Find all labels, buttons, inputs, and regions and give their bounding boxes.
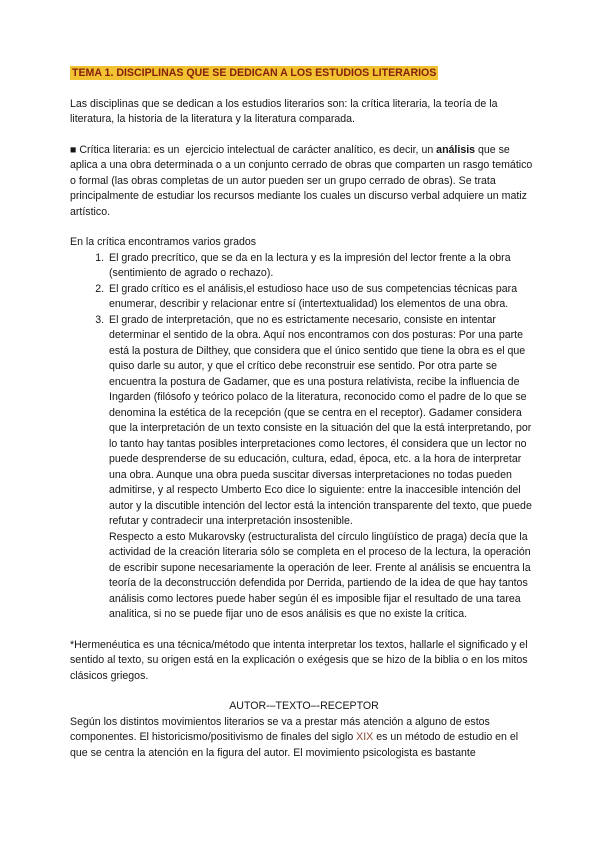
siglo-xix-text: XIX: [356, 731, 374, 743]
list-item-grado-interpretacion: [107, 313, 538, 623]
grados-list: [70, 251, 538, 623]
page-title: [70, 66, 538, 82]
autor-texto-receptor-line: AUTOR-–TEXTO–-RECEPTOR: [229, 700, 379, 712]
intro-paragraph: Las disciplinas que se dedican a los estudios literarios son: la crítica literaria, la teoría de la literatura, la historia de la literatura y la literatura comparada.: [70, 97, 501, 125]
final-text-post: es un método de estudio en el que se centra la atención en la figura del autor. El movimiento psicologista es bastante: [70, 731, 525, 759]
critica-text-pre: ■ Crítica literaria: es un ejercicio intelectual de carácter analítico, es decir, un: [70, 143, 437, 156]
grado-interpretacion-text-2: Respecto a esto Mukarovsky (estructuralista del círculo lingüístico de praga) decía que la actividad de la creación literaria sólo se completa en el proceso de la lectura, la operación de escribir supone necesariamente la operación de leer. Frente al análisis se encuentra la teoría de la deconstrucción defendida por Derrida, partiendo de la idea de que hay tantos análisis como lectores puede haber según él es imposible fijar el resultado de una tarea analitica, si no se puede fijar uno de esos análisis es que no existe la crítica.: [109, 530, 534, 620]
critica-literaria-paragraph: [70, 143, 538, 221]
critica-bold-analisis: análisis: [436, 143, 476, 156]
list-item-grado-critico: [107, 282, 538, 313]
grado-critico-text: 2. El grado crítico es el análisis,el estudioso hace uso de sus competencias técnicas para enumerar, describir y relacionar entre sí (intertextualidad) los elementos de una obra.: [109, 282, 521, 310]
final-paragraph: [70, 715, 538, 762]
grado-interpretacion-text: 3. El grado de interpretación, que no es estrictamente necesario, consiste en intentar determinar el sentido de la obra. Aquí nos encontramos con dos posturas: Por una parte está la postura de Dilthey, que considera que el único sentido que tiene la obra es el que quiso darle su autor, y que el crítico debe reconstruir ese sentido. Por otra parte se encuentra la postura de Gadamer, que es una postura relativista, recibe la influencia de Ingarden (filósofo y teórico polaco de la literatura, reconocido como el padre de lo que se denomina la estética de la recepción (que se centra en el receptor). Gadamer considera que la interpretación de un texto consiste en la situación del que la está interpretando, por lo tanto hay tantas posibles interpretaciones como lectores, él considera que un lector no puede desprenderse de su educación, cultura, edad, época, etc. a la hora de interpretar una obra. Aunque una obra pueda suscitar diversas interpretaciones no todas pueden admitirse, y al respecto Umberto Eco dice lo siguiente: entre la inaccesible intención del autor y la discutible intención del lector está la intención transparente del texto, que puede refutar y contradecir una interpretación insostenible.: [109, 313, 535, 527]
final-text-pre: Según los distintos movimientos literarios se va a prestar más atención a alguno de estos componentes. El historicismo/positivismo de finales del siglo: [70, 715, 493, 743]
grados-intro-line: En la crítica encontramos varios grados: [70, 236, 257, 248]
critica-text-post: que se aplica a una obra determinada o a un conjunto cerrado de obras que comparten un rasgo temático o formal (las obras completas de un autor pueden ser un grupo cerrado de obras). Se trata principalmente de estudiar los recursos mediante los cuales un discurso verbal adquiere un matiz artístico.: [70, 143, 536, 218]
list-item-grado-precritico: [107, 251, 538, 282]
hermeneutica-note: *Hermenéutica es una técnica/método que intenta interpretar los textos, hallarle el significado y el sentido al texto, su origen está en la explicación o exégesis que se hizo de la biblia o en los mitos clásicos griegos.: [70, 638, 531, 682]
title-highlighted-text: TEMA 1. DISCIPLINAS QUE SE DEDICAN A LOS ESTUDIOS LITERARIOS: [72, 67, 437, 79]
grado-precritico-text: 1. El grado precrítico, que se da en la lectura y es la impresión del lector frente a la obra (sentimiento de agrado o rechazo).: [109, 251, 514, 279]
